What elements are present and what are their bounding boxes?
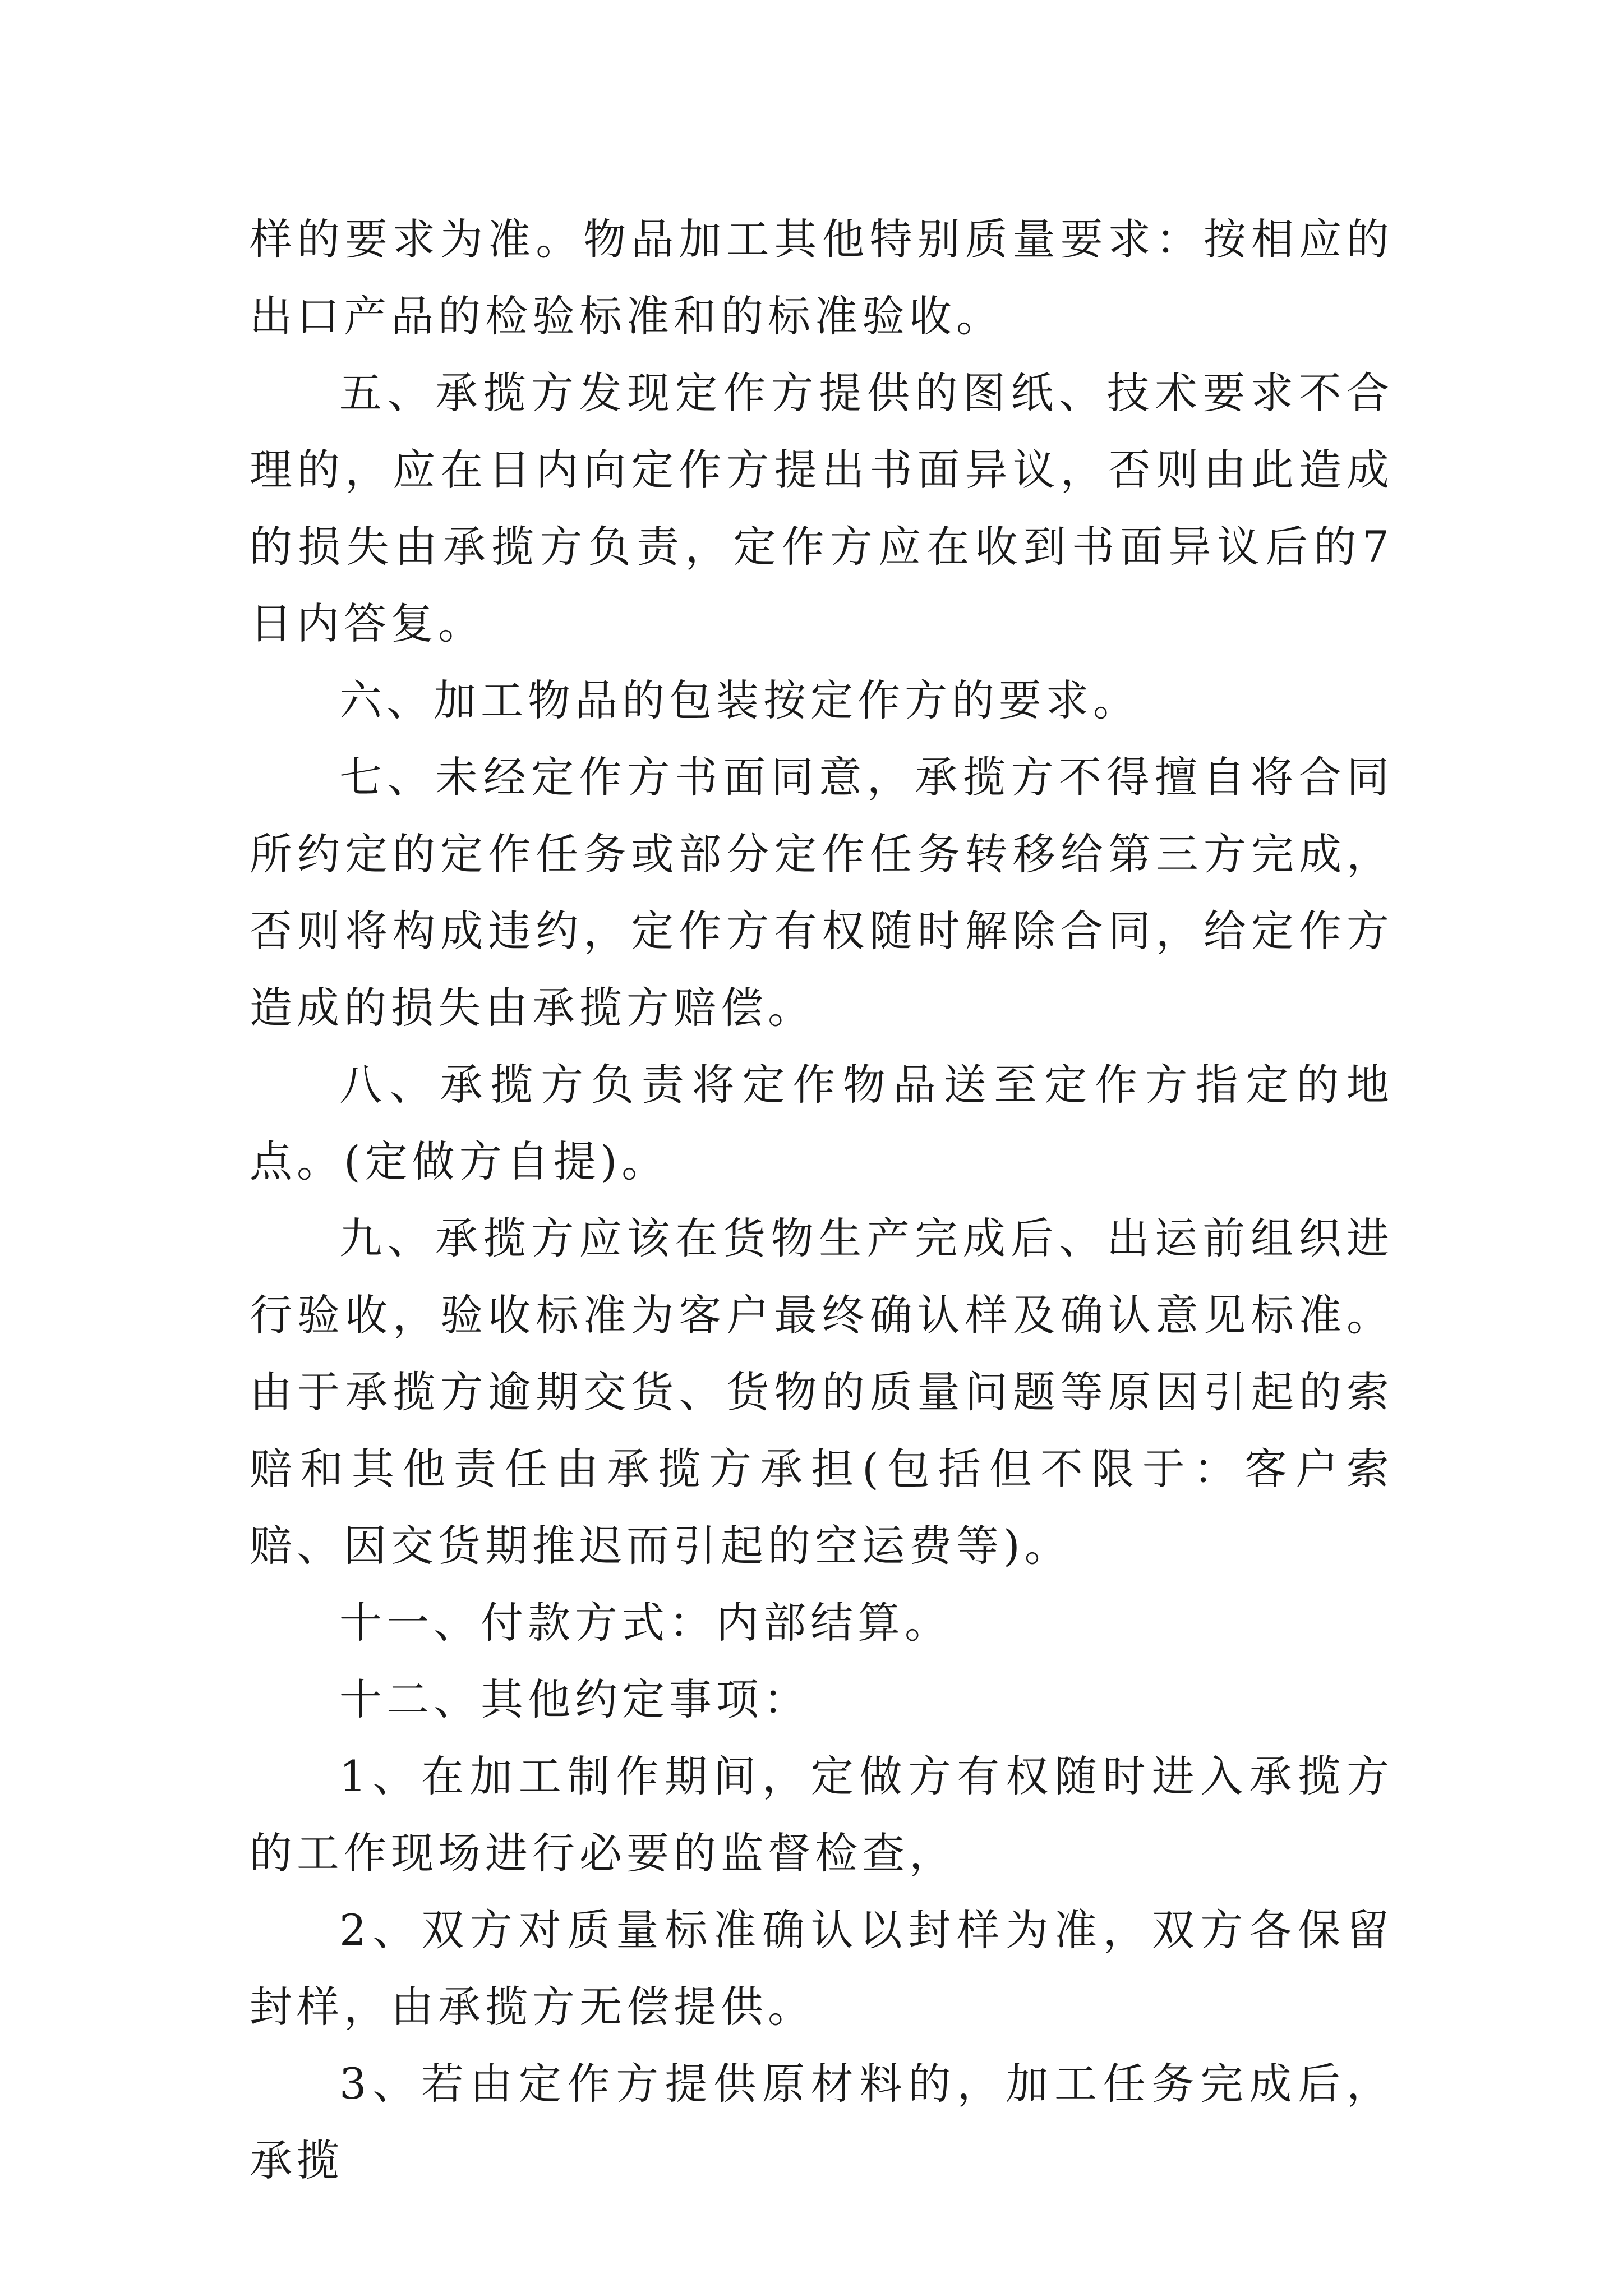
paragraph-clause-5: 五、承揽方发现定作方提供的图纸、技术要求不合理的，应在日内向定作方提出书面异议，否则由此造成的损失由承揽方负责，定作方应在收到书面异议后的7日内答复。 [250,368,1394,648]
paragraph-item-1: 1、在加工制作期间，定做方有权随时进入承揽方的工作现场进行必要的监督检查， [250,1751,1394,1878]
paragraph-clause-11: 十一、付款方式：内部结算。 [339,1598,952,1648]
paragraph-clause-9: 九、承揽方应该在货物生产完成后、出运前组织进行验收，验收标准为客户最终确认样及确认意见标准。由于承揽方逾期交货、货物的质量问题等原因引起的索赔和其他责任由承揽方承担(包括但不限于：客户索赔、因交货期推迟而引起的空运费等)。 [250,1213,1394,1571]
paragraph-clause-7: 七、未经定作方书面同意，承揽方不得擅自将合同所约定的定作任务或部分定作任务转移给第三方完成，否则将构成违约，定作方有权随时解除合同，给定作方造成的损失由承揽方赔偿。 [250,752,1394,1033]
paragraph-item-2: 2、双方对质量标准确认以封样为准，双方各保留封样，由承揽方无偿提供。 [250,1905,1394,2032]
paragraph-quality-requirements: 样的要求为准。物品加工其他特别质量要求：按相应的出口产品的检验标准和的标准验收。 [250,214,1394,341]
paragraph-clause-12: 十二、其他约定事项： [339,1674,810,1724]
paragraph-item-3: 3、若由定作方提供原材料的，加工任务完成后，承揽 [250,2059,1394,2185]
paragraph-clause-8: 八、承揽方负责将定作物品送至定作方指定的地点。(定做方自提)。 [250,1060,1394,1186]
document-body [250,201,1394,2199]
paragraph-clause-6: 六、加工物品的包装按定作方的要求。 [339,675,1140,725]
